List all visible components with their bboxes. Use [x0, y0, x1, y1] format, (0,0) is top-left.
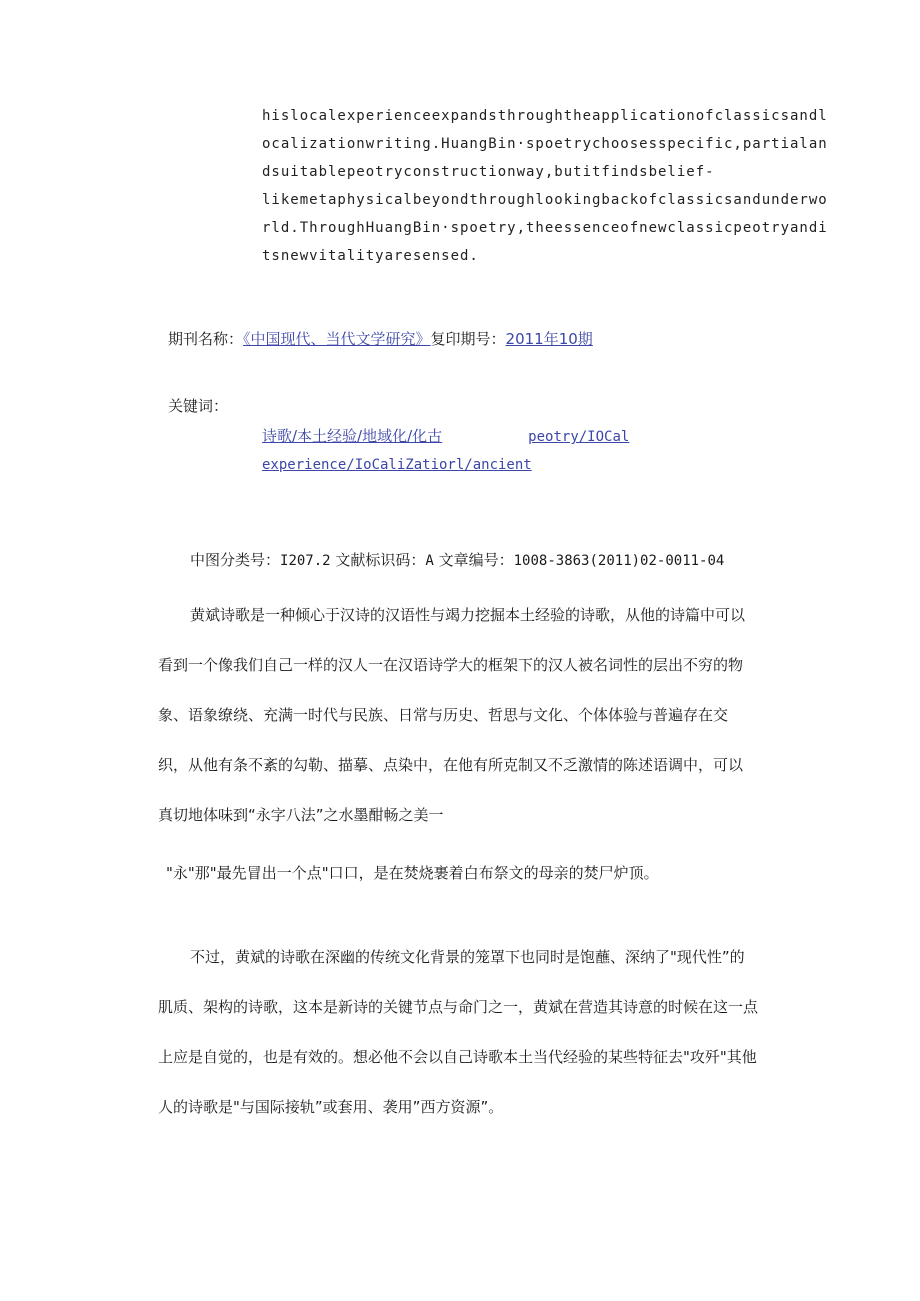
article-label: 文章编号：: [438, 551, 514, 569]
paragraph-line: 上应是自觉的，也是有效的。想必他不会以自己诗歌本土当代经验的某些特征去"攻歼"其他: [158, 1048, 757, 1066]
paragraph-line: 不过，黄斌的诗歌在深幽的传统文化背景的笼罩下也同时是饱蘸、深纳了"现代性”的: [190, 948, 745, 966]
keywords-label: 关键词：: [168, 397, 229, 415]
paragraph-line: 象、语象缭绕、充满一时代与民族、日常与历史、哲思与文化、个体体验与普遍存在交: [158, 706, 729, 724]
abstract-line: tsnewvitalityaresensed.: [262, 248, 479, 264]
paragraph-line: 黄斌诗歌是一种倾心于汉诗的汉语性与竭力挖掘本土经验的诗歌，从他的诗篇中可以: [190, 606, 746, 624]
journal-info: [168, 328, 593, 349]
keywords-en-link-2[interactable]: experience/IoCaliZatiorl/ancient: [262, 457, 532, 473]
abstract-line: rld.ThroughHuangBin·spoetry,theessenceofnewclassicpeotryandi: [262, 220, 828, 236]
paragraph-line: 肌质、架构的诗歌，这本是新诗的关键节点与命门之一，黄斌在营造其诗意的时候在这一点: [158, 998, 759, 1016]
reprint-label: 复印期号：: [430, 330, 506, 348]
doc-label: 文献标识码：: [335, 551, 426, 569]
clc-label: 中图分类号：: [190, 551, 281, 569]
keywords-line-2: [262, 454, 532, 473]
poem-quote: "永"那"最先冒出一个点"口口，是在焚烧裹着白布祭文的母亲的焚尸炉顶。: [166, 864, 659, 882]
keywords-line-1: [262, 425, 629, 446]
journal-label: 期刊名称：: [168, 330, 244, 348]
paragraph-line: 真切地体味到“永字八法”之水墨酣畅之美一: [158, 806, 444, 824]
issue-link[interactable]: 2011年10期: [505, 330, 593, 348]
keywords-en-link[interactable]: peotry/IOCal: [528, 429, 630, 445]
paragraph-line: 织，从他有条不紊的勾勒、描摹、点染中，在他有所克制又不乏激情的陈述语调中，可以: [158, 756, 744, 774]
journal-name-link[interactable]: 《中国现代、当代文学研究》: [243, 330, 431, 348]
abstract-line: hislocalexperienceexpandsthroughtheapplicationofclassicsandl: [262, 108, 828, 124]
doc-value: A: [425, 553, 434, 569]
keywords-cn-link[interactable]: 诗歌/本土经验/地域化/化古: [262, 427, 443, 445]
abstract-english: [262, 102, 828, 270]
classification-line: [190, 549, 724, 570]
abstract-line: ocalizationwriting.HuangBin·spoetrychoosesspecific,partialan: [262, 136, 828, 152]
paragraph-line: 看到一个像我们自己一样的汉人一在汉语诗学大的框架下的汉人被名词性的层出不穷的物: [158, 656, 744, 674]
article-value: 1008-3863(2011)02-0011-04: [513, 553, 725, 569]
clc-value: I207.2: [280, 553, 331, 569]
abstract-line: likemetaphysicalbeyondthroughlookingbackofclassicsandunderwo: [262, 192, 828, 208]
paragraph-line: 人的诗歌是"与国际接轨”或套用、袭用”西方资源”。: [158, 1098, 504, 1116]
abstract-line: dsuitablepeotryconstructionway,butitfindsbelief-: [262, 164, 715, 180]
